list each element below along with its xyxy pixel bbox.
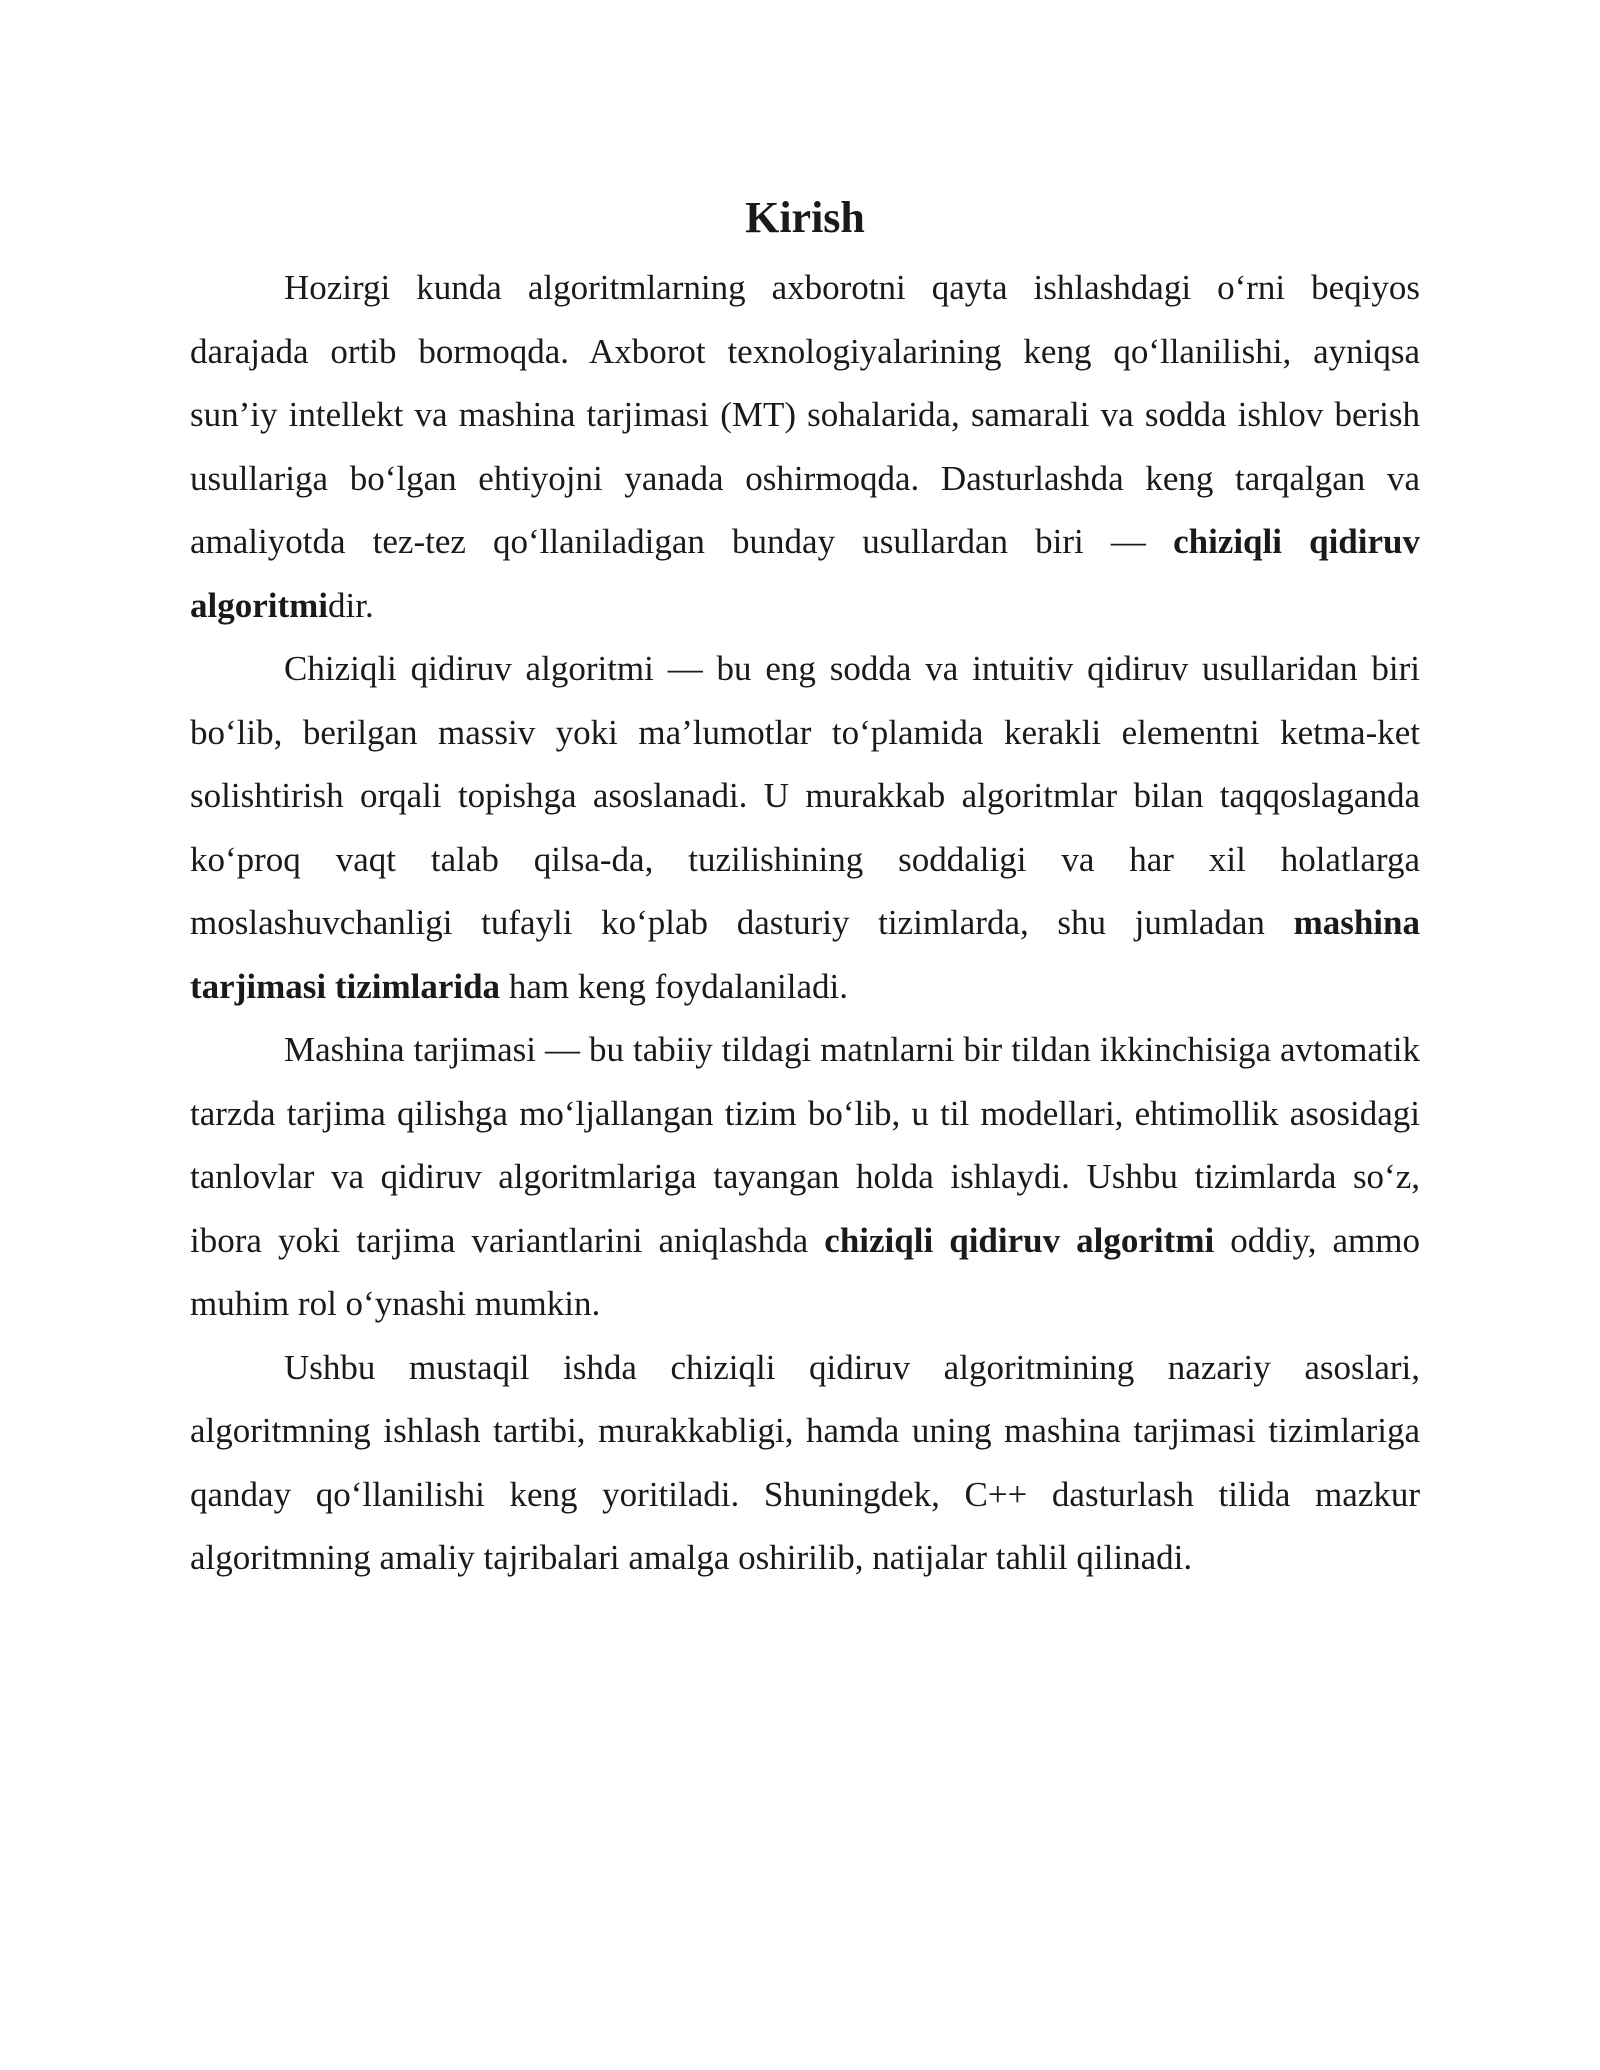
paragraph-1-suffix: dir.: [328, 585, 374, 625]
paragraph-4-text: Ushbu mustaqil ishda chiziqli qidiruv algoritmining nazariy asoslari, algoritmning ishlash tartibi, murakkabligi, hamda uning mashina tarjimasi tizimlariga qanday qo‘llanilishi keng yoritiladi. Shuningdek, C++ dasturlash tilida mazkur algoritmning amaliy tajribalari amalga oshirilib, natijalar tahlil qilinadi.: [190, 1347, 1420, 1577]
paragraph-3-suffix: oddiy, ammo muhim rol o‘ynashi mumkin.: [190, 1220, 1421, 1323]
paragraph-2-bold-term: mashina tarjimasi tizimlarida: [190, 903, 1420, 1006]
page-title: Kirish: [745, 193, 865, 242]
document-body: [190, 190, 1420, 1590]
paragraph-2-text: Chiziqli qidiruv algoritmi — bu eng sodda va intuitiv qidiruv usullaridan biri bo‘lib, berilgan massiv yoki ma’lumotlar to‘plamida kerakli elementni ketma-ket solishtirish orqali topishga asoslanadi. U murakkab algoritmlar bilan taqqoslaganda ko‘proq vaqt talab qilsa-da, tuzilishining soddaligi va har xil holatlarga moslashuvchanligi tufayli ko‘plab dasturiy tizimlarda, shu jumladan: [190, 649, 1420, 942]
paragraph-1-bold-term: chiziqli qidiruv algoritmi: [190, 522, 1420, 625]
paragraph-4: [190, 1336, 1420, 1590]
paragraph-2: [190, 637, 1420, 1018]
paragraph-3: [190, 1018, 1420, 1336]
paragraph-2-suffix: ham keng foydalaniladi.: [500, 966, 849, 1006]
paragraph-1-text: Hozirgi kunda algoritmlarning axborotni qayta ishlashdagi o‘rni beqiyos darajada ortib bormoqda. Axborot texnologiyalarining keng qo‘llanilishi, ayniqsa sun’iy intellekt va mashina tarjimasi (MT) sohalarida, samarali va sodda ishlov berish usullariga bo‘lgan ehtiyojni yanada oshirmoqda. Dasturlashda keng tarqalgan va amaliyotda tez-tez qo‘llaniladigan bunday usullardan biri —: [190, 268, 1420, 561]
paragraph-1: [190, 256, 1420, 637]
paragraph-3-text: Mashina tarjimasi — bu tabiiy tildagi matnlarni bir tildan ikkinchisiga avtomatik tarzda tarjima qilishga mo‘ljallangan tizim bo‘lib, u til modellari, ehtimollik asosidagi tanlovlar va qidiruv algoritmlariga tayangan holda ishlaydi. Ushbu tizimlarda so‘z, ibora yoki tarjima variantlarini aniqlashda: [190, 1030, 1420, 1260]
paragraph-3-bold-term: chiziqli qidiruv algoritmi: [824, 1220, 1215, 1260]
